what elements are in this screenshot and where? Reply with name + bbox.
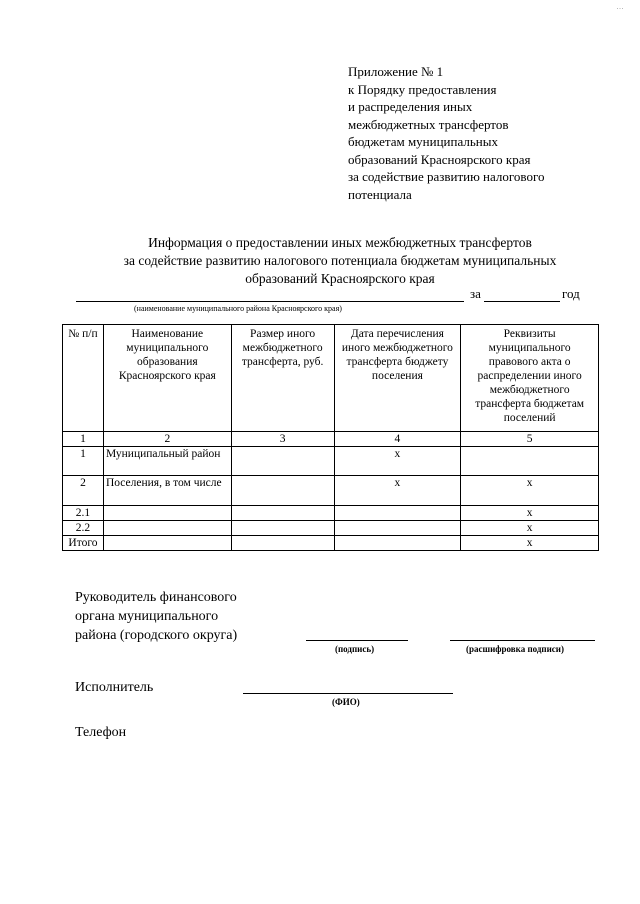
- cell[interactable]: [334, 536, 461, 551]
- title-line: образований Красноярского края: [245, 271, 435, 286]
- cell[interactable]: [231, 536, 334, 551]
- cell[interactable]: [231, 521, 334, 536]
- signature-field[interactable]: [306, 640, 408, 641]
- header-number: № п/п: [63, 325, 104, 432]
- column-number: 4: [334, 432, 461, 447]
- signature-decoding-field[interactable]: [450, 640, 595, 641]
- column-number: 1: [63, 432, 104, 447]
- appendix-line: потенциала: [348, 186, 412, 202]
- head-line: органа муниципального: [75, 609, 219, 624]
- table-row: [63, 476, 599, 506]
- cell: 2.1: [63, 506, 104, 521]
- region-caption: (наименование муниципального района Красноярского края): [134, 304, 342, 313]
- column-numbers-row: [63, 432, 599, 447]
- table-row-total: [63, 536, 599, 551]
- cell: х: [461, 521, 599, 536]
- header-legal-act: Реквизиты муниципального правового акта о распределении иного межбюджетного трансферта бюджетам поселений: [461, 325, 599, 432]
- appendix-line: и распределения иных: [348, 99, 473, 114]
- cell[interactable]: [103, 521, 231, 536]
- table-row: [63, 521, 599, 536]
- cell[interactable]: [231, 506, 334, 521]
- cell: х: [461, 506, 599, 521]
- cell: 1: [63, 447, 104, 476]
- appendix-line: Приложение № 1: [348, 64, 444, 79]
- fio-caption: (ФИО): [332, 697, 360, 707]
- cell: 2.2: [63, 521, 104, 536]
- cell: Муниципальный район: [103, 447, 231, 476]
- year-field[interactable]: [484, 301, 560, 302]
- column-number: 5: [461, 432, 599, 447]
- cell[interactable]: [231, 476, 334, 506]
- appendix-line: за содействие развитию налогового: [348, 169, 545, 184]
- document-title: [60, 234, 620, 288]
- header-municipality: Наименование муниципального образования Красноярского края: [103, 325, 231, 432]
- signature-caption: (подпись): [335, 644, 375, 654]
- head-signature-label: [75, 588, 237, 645]
- za-label: за: [470, 286, 481, 301]
- cell[interactable]: [231, 447, 334, 476]
- appendix-line: образований Красноярского края: [348, 151, 531, 167]
- appendix-line: к Порядку предоставления: [348, 81, 497, 97]
- cell: х: [334, 447, 461, 476]
- header-transfer-amount: Размер иного межбюджетного трансферта, руб.: [231, 325, 334, 432]
- header-transfer-date: Дата перечисления иного межбюджетного трансферта бюджету поселения: [334, 325, 461, 432]
- appendix-line: межбюджетных трансфертов: [348, 116, 509, 132]
- appendix-note: [348, 63, 544, 203]
- executor-label: Исполнитель: [75, 680, 154, 695]
- cell[interactable]: [461, 447, 599, 476]
- transfers-table: [62, 324, 599, 551]
- region-name-field[interactable]: [76, 301, 464, 302]
- cell[interactable]: [103, 506, 231, 521]
- phone-label: Телефон: [75, 725, 127, 740]
- title-line: за содействие развитию налогового потенциала бюджетам муниципальных: [123, 253, 557, 268]
- cell: [103, 536, 231, 551]
- head-line: района (городского округа): [75, 628, 238, 643]
- table-row: [63, 447, 599, 476]
- table-header-row: [63, 325, 599, 432]
- table-row: [63, 506, 599, 521]
- title-line: Информация о предоставлении иных межбюджетных трансфертов: [148, 235, 532, 250]
- god-label: год: [562, 286, 580, 301]
- column-number: 3: [231, 432, 334, 447]
- cell[interactable]: [334, 506, 461, 521]
- column-number: 2: [103, 432, 231, 447]
- cell[interactable]: [334, 521, 461, 536]
- cell: х: [461, 476, 599, 506]
- executor-fio-field[interactable]: [243, 693, 453, 694]
- corner-mark: …: [616, 2, 624, 11]
- appendix-line: бюджетам муниципальных: [348, 134, 498, 149]
- cell: х: [461, 536, 599, 551]
- cell: Поселения, в том числе: [103, 476, 231, 506]
- head-line: Руководитель финансового: [75, 590, 237, 605]
- cell: Итого: [63, 536, 104, 551]
- cell: 2: [63, 476, 104, 506]
- decoding-caption: (расшифровка подписи): [466, 644, 564, 654]
- cell: х: [334, 476, 461, 506]
